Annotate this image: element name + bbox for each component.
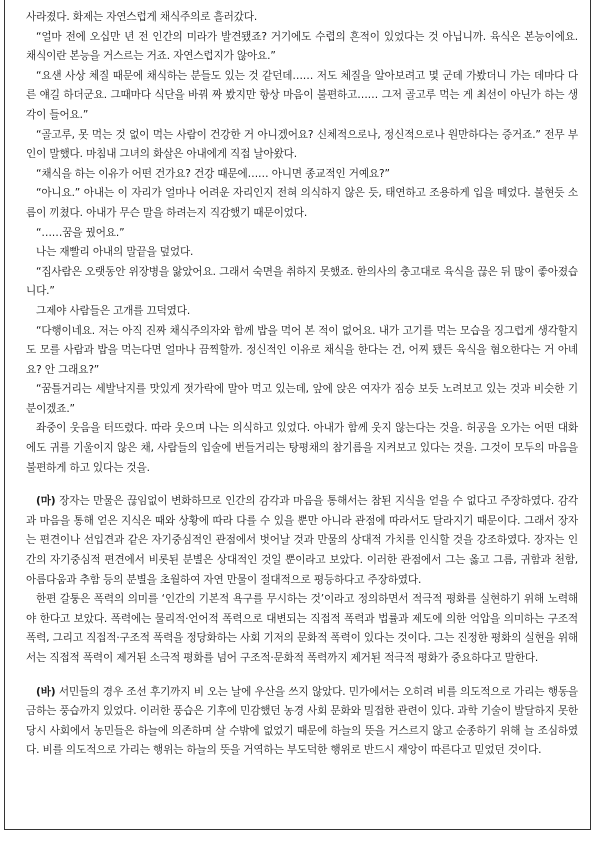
passage-ba-text: 서민들의 경우 조선 후기까지 비 오는 날에 우산을 쓰지 않았다. 민가에서는 오히려 비를 의도적으로 가리는 행동을 금하는 풍습까지 있었다. 이러한 풍습은 기후에 민감했던 농경 사회 문화와 밀접한 관련이 있다. 과학 기술이 발달하지 못한 당시 사회에서 농민들은 하늘에 의존하며 살 수밖에 없었기 때문에 하늘의 뜻을 거스르지 않고 순종하기 위해 늘 조심하였다. 비를 의도적으로 가리는 행위는 하늘의 뜻을 거역하는 부도덕한 행위로 반드시 재앙이 따른다고 믿었던 것이다. (26, 685, 579, 757)
passage-ba (26, 683, 578, 761)
story-paragraph: 사라졌다. 화제는 자연스럽게 채식주의로 흘러갔다. (26, 11, 258, 23)
story-paragraph: 나는 재빨리 아내의 말끝을 덮었다. (36, 246, 194, 259)
passage-ma (26, 492, 578, 668)
passage-ba-paragraph (26, 683, 578, 761)
passage-ma-paragraph (26, 492, 578, 590)
story-paragraph: “채식을 하는 이유가 어떤 건가요? 건강 때문에…… 아니면 종교적인 거예요?” (36, 167, 390, 180)
story-paragraph: “다행이네요. 저는 아직 진짜 채식주의자와 함께 밥을 먹어 본 적이 없어요. 내가 고기를 먹는 모습을 징그럽게 생각할지도 모를 사람과 밥을 먹는다면 얼마나 끔찍할까. 정신적인 이유로 채식을 한다는 건, 어찌 됐든 육식을 혐오한다는 거 아녜요? 안 그래요?” (26, 324, 578, 376)
passage-ma-paragraph: 한편 갈퉁은 폭력의 의미를 ‘인간의 기본적 욕구를 무시하는 것’이라고 정의하면서 적극적 평화를 실현하기 위해 노력해야 한다고 보았다. 폭력에는 물리적·언어적 폭력으로 대변되는 직접적 폭력과 법률과 제도에 의한 억압을 의미하는 구조적 폭력, 그리고 직접적·구조적 폭력을 정당화하는 사회 기저의 문화적 폭력이 있다는 것이다. 그는 진정한 평화의 실현을 위해서는 직접적 폭력이 제거된 소극적 평화를 넘어 구조적·문화적 폭력까지 제거된 적극적 평화가 중요하다고 말한다. (26, 593, 579, 664)
story-paragraph: “얼마 전에 오십만 년 전 인간의 미라가 발견됐죠? 거기에도 수렵의 흔적이 있었다는 것 아닙니까. 육식은 본능이에요. 채식이란 본능을 거스르는 거죠. 자연스럽지가 않아요.” (26, 30, 578, 63)
passage-ba-label: (바) (36, 685, 56, 698)
story-paragraph: 그제야 사람들은 고개를 끄덕였다. (36, 304, 191, 317)
story-excerpt (26, 8, 578, 478)
passage-ma-label: (마) (36, 495, 56, 508)
passage-ma-text: 장자는 만물은 끊임없이 변화하므로 인간의 감각과 마음을 통해서는 참된 지식을 얻을 수 없다고 주장하였다. 감각과 마음을 통해 얻은 지식은 때와 상황에 따라 다를 수 있을 뿐만 아니라 관점에 따라서도 달라지기 때문이다. 그래서 장자는 편견이나 선입견과 같은 자기중심적인 관점에서 벗어날 것과 만물의 상대적 가치를 인식할 것을 강조하였다. 장자는 인간의 자기중심적 편견에서 비롯된 분별은 상대적인 것일 뿐이라고 보았다. 이러한 관점에서 그는 옳고 그름, 귀함과 천함, 아름다움과 추함 등의 분별을 초월하여 자연 만물이 절대적으로 평등하다고 주장하였다. (26, 495, 578, 586)
story-paragraph: “골고루, 못 먹는 것 없이 먹는 사람이 건강한 거 아니겠어요? 신체적으로나, 정신적으로나 원만하다는 증거죠.” 전무 부인이 말했다. 마침내 그녀의 화살은 아내에게 직접 날아왔다. (26, 128, 578, 161)
story-paragraph: “집사람은 오랫동안 위장병을 앓았어요. 그래서 숙면을 취하지 못했죠. 한의사의 충고대로 육식을 끊은 뒤 많이 좋아졌습니다.” (26, 265, 578, 298)
section-spacer (26, 478, 578, 492)
story-paragraph: “꿈틀거리는 세발낙지를 맛있게 젓가락에 말아 먹고 있는데, 앞에 앉은 여자가 짐승 보듯 노려보고 있는 것과 비슷한 기분이겠죠.” (26, 383, 578, 415)
story-paragraph: 좌중이 웃음을 터뜨렸다. 따라 웃으며 나는 의식하고 있었다. 아내가 함께 웃지 않는다는 것을. 허공을 오가는 어떤 대화에도 귀를 기울이지 않은 채, 사람들의 입술에 번들거리는 탕평채의 참기름을 지켜보고 있다는 것을. 그것이 모두의 마음을 불편하게 하고 있다는 것을. (26, 422, 578, 474)
story-paragraph: “……꿈을 꿨어요.” (36, 226, 125, 239)
story-paragraph: “요샌 사상 체질 때문에 채식하는 분들도 있는 것 같던데…… 저도 체질을 알아보려고 몇 군데 가봤더니 가는 데마다 다른 얘길 하더군요. 그때마다 식단을 바꿔 짜 봤지만 항상 마음이 불편하고…… 그저 골고루 먹는 게 최선이 아닌가 하는 생각이 들어요.” (26, 69, 578, 121)
story-paragraph: “아니요.” 아내는 이 자리가 얼마나 어려운 자리인지 전혀 의식하지 않은 듯, 태연하고 조용하게 입을 떼었다. 불현듯 소름이 끼쳤다. 아내가 무슨 말을 하려는지 직감했기 때문이었다. (26, 187, 578, 219)
section-spacer (26, 669, 578, 683)
text-frame (4, 0, 591, 830)
